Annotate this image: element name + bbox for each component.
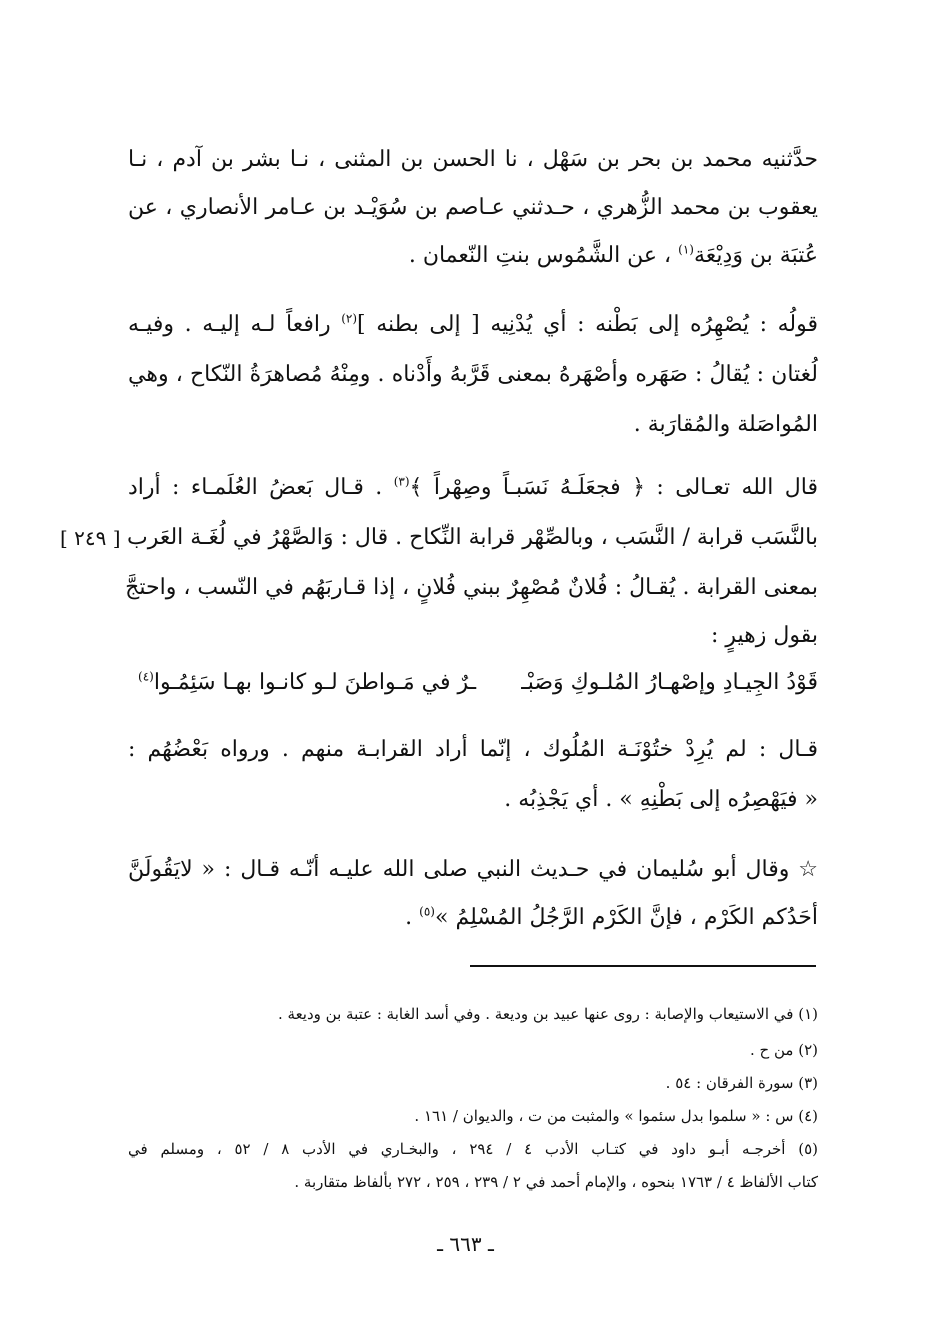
verse-hemistich-second	[138, 670, 476, 695]
text-line: بالنَّسَب قرابة / النَّسَب ، وبالصِّهْر قرابة النِّكاح . قال : وَالصَّهْرُ في لُغَـة العَرب	[127, 525, 818, 550]
text-line	[128, 241, 818, 271]
text-line: قـال : لم يُرِدْ ختُوْنَـة المُلُوك ، إنّما أراد القرابـة منهم . ورواه بَعْضُهُم :	[128, 737, 818, 762]
text-fragment: قال الله تعـالى : ﴿ فجعَلَـهُ نَسَبـاً وصِهْراً ﴾	[409, 475, 819, 500]
footnote-marker: (٤)	[138, 669, 154, 684]
footnote-4: (٤) س : « سلموا بدل سئموا » والمثبت من ت ، والديوان / ١٦١ .	[414, 1107, 818, 1125]
text-line: بقول زهيرٍ :	[710, 623, 818, 648]
text-line	[128, 310, 818, 340]
text-fragment: أحَدُكم الكَرْم ، فإنَّ الكَرْم الرَّجُلُ المُسْلِمُ »	[434, 905, 818, 930]
footnote-marker: (١)	[678, 242, 694, 257]
footnote-5-line-2: كتاب الألفاظ ٤ / ١٧٦٣ بنحوه ، والإمام أحمد في ٢ / ٢٣٩ ، ٢٥٩ ، ٢٧٢ بألفاظ متقاربة .	[294, 1173, 818, 1191]
verse-hemistich-first: قَوْدُ الجِيـادِ وإصْهـارُ المُلـوكِ وَصَبْـ	[521, 670, 818, 695]
footnote-marker: (٢)	[341, 311, 358, 326]
text-fragment: ، عن الشَّمُوس بنتِ النّعمان .	[408, 243, 679, 268]
poetry-verse	[128, 670, 818, 706]
text-line: « فيَهْصِرُه إلى بَطْنِهِ » . أي يَجْذِبُه .	[504, 787, 818, 812]
footnote-5-line-1: (٥) أخرجـه أبـو داود في كتـاب الأدب ٤ / ٢٩٤ ، والبخـاري في الأدب ٨ / ٥٢ ، ومسلم في	[128, 1140, 818, 1158]
text-line: بمعنى القرابة . يُقـالُ : فُلانٌ مُصْهِرٌ ببني فُلانٍ ، إذا قـاربَهُم في النّسب ، واحتجَّ	[125, 575, 818, 600]
margin-page-reference: [ ٢٤٩ ]	[60, 526, 121, 550]
footnote-1: (١) في الاستيعاب والإصابة : روى عنها عبيد بن وديعة . وفي أسد الغابة : عتبة بن وديعة .	[277, 1005, 818, 1023]
footnote-2: (٢) من ح .	[750, 1041, 818, 1059]
text-line: يعقوب بن محمد الزُّهري ، حـدثني عـاصم بن سُوَيْـد بن عـامر الأنصاري ، عن	[128, 195, 818, 220]
text-line	[128, 903, 818, 933]
text-line: المُواصَلة والمُقارَبة .	[633, 412, 818, 437]
text-line: لُغتان : يُقالُ : صَهَره وأصْهَرهُ بمعنى قَرَّبهُ وأَدْناه . ومِنْهُ مُصاهرَةُ النّكاح ، وهي	[128, 362, 818, 387]
text-fragment: قولُه : يُصْهِرُه إلى بَطْنه : أي يُدْنِيه [ إلى بطنه ]	[357, 312, 819, 337]
text-fragment: رافعاً لـه إليـه . وفيـه	[128, 312, 342, 337]
footnote-marker: (٣)	[393, 474, 410, 489]
text-fragment: ـرٌ في مَـواطنَ لـو كانـوا بهـا سَئِمُـوا	[153, 670, 477, 695]
text-fragment: .	[405, 905, 420, 930]
footnote-3: (٣) سورة الفرقان : ٥٤ .	[665, 1074, 818, 1092]
text-line	[128, 473, 818, 503]
text-line: حدَّثنيه محمد بن بحر بن سَهْل ، نا الحسن بن المثنى ، نـا بشر بن آدم ، نـا	[128, 147, 818, 172]
text-fragment: عُتبَة بن وَدِيْعَة	[693, 243, 818, 268]
page-number: ـ ٦٦٣ ـ	[437, 1232, 494, 1256]
text-fragment: . قـال بَعضُ العُلَمـاء : أراد	[128, 475, 394, 500]
footnote-separator	[470, 965, 816, 967]
text-line: ☆ وقال أبو سُليمان في حـديث النبي صلى الله عليـه أنّـه قـال : « لايَقُولَنَّ	[128, 857, 818, 882]
footnote-marker: (٥)	[419, 904, 435, 919]
